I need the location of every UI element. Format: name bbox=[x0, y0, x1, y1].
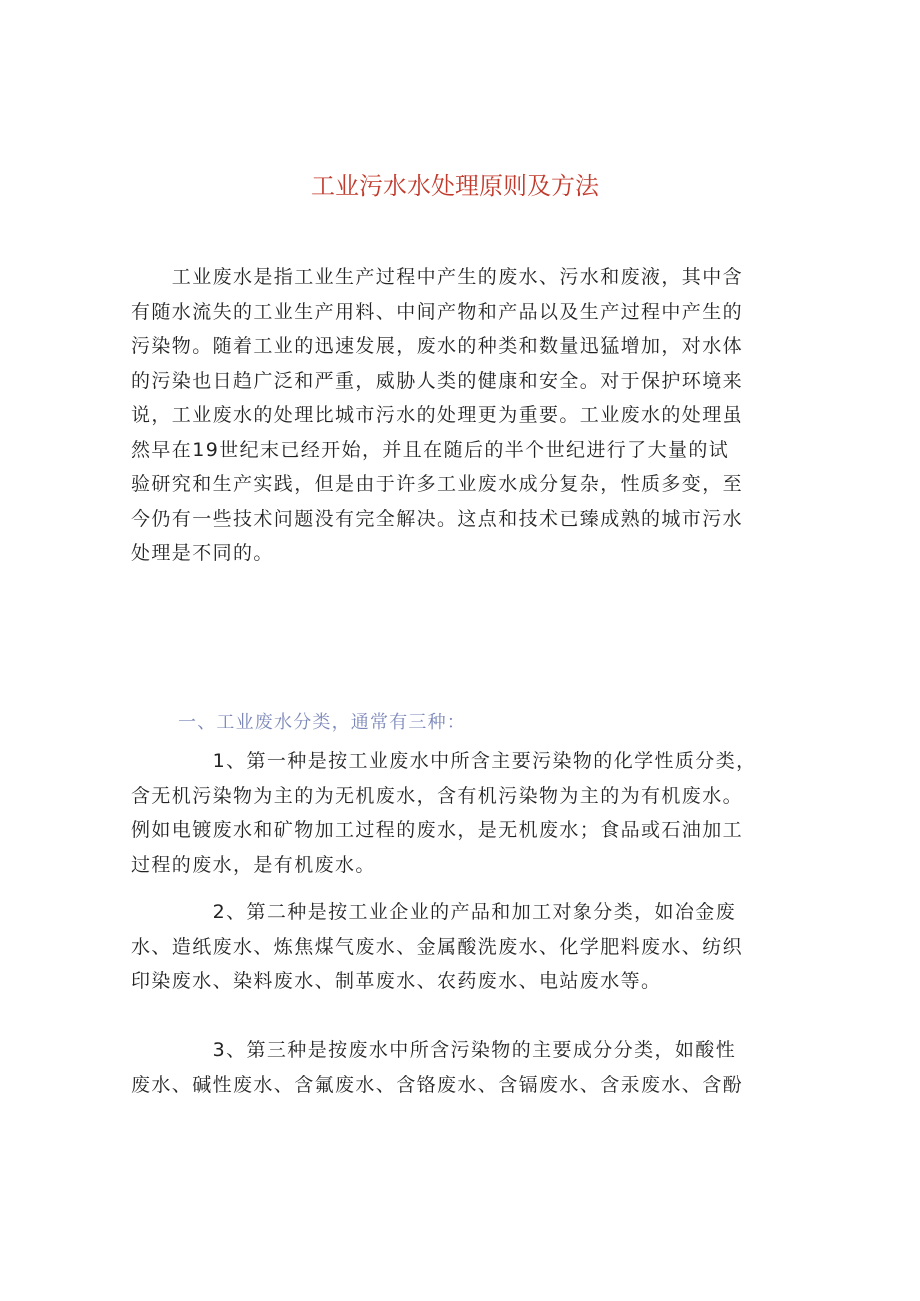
item-line: 印染废水、染料废水、制革废水、农药废水、电站废水等。 bbox=[131, 970, 662, 992]
item-line: 含无机污染物为主的为无机废水，含有机污染物为主的为有机废水。 bbox=[131, 784, 744, 807]
item-line: 1、第一种是按工业废水中所含主要污染物的化学性质分类， bbox=[131, 750, 757, 772]
item-line: 3、第三种是按废水中所含污染物的主要成分分类，如酸性 bbox=[131, 1039, 737, 1061]
classification-item-2 bbox=[131, 895, 791, 999]
intro-paragraph bbox=[131, 260, 791, 571]
item-line: 例如电镀废水和矿物加工过程的废水，是无机废水；食品或石油加工 bbox=[131, 819, 744, 841]
intro-line: 说，工业废水的处理比城市污水的处理更为重要。工业废水的处理虽 bbox=[131, 404, 744, 426]
intro-line: 污染物。随着工业的迅速发展，废水的种类和数量迅猛增加，对水体 bbox=[131, 335, 744, 357]
intro-line: 验研究和生产实践，但是由于许多工业废水成分复杂，性质多变，至 bbox=[131, 473, 744, 495]
item-line: 废水、碱性废水、含氟废水、含铬废水、含镉废水、含汞废水、含酚 bbox=[131, 1073, 744, 1096]
intro-line: 然早在19世纪末已经开始，并且在随后的半个世纪进行了大量的试 bbox=[131, 438, 730, 461]
intro-line: 的污染也日趋广泛和严重，威胁人类的健康和安全。对于保护环境来 bbox=[131, 369, 744, 392]
intro-line: 今仍有一些技术问题没有完全解决。这点和技术已臻成熟的城市污水 bbox=[131, 507, 744, 530]
item-line: 2、第二种是按工业企业的产品和加工对象分类，如冶金废 bbox=[131, 901, 737, 923]
classification-item-3 bbox=[131, 1033, 791, 1102]
intro-line: 处理是不同的。 bbox=[131, 542, 274, 564]
item-line: 过程的废水，是有机废水。 bbox=[131, 853, 376, 876]
document-title: 工业污水水处理原则及方法 bbox=[311, 172, 599, 200]
section-heading: 一、工业废水分类，通常有三种： bbox=[178, 712, 466, 733]
item-line: 水、造纸废水、炼焦煤气废水、金属酸洗废水、化学肥料废水、纺织 bbox=[131, 935, 744, 958]
intro-line: 有随水流失的工业生产用料、中间产物和产品以及生产过程中产生的 bbox=[131, 300, 744, 323]
intro-line: 工业废水是指工业生产过程中产生的废水、污水和废液，其中含 bbox=[131, 266, 744, 288]
classification-item-1 bbox=[131, 744, 791, 882]
